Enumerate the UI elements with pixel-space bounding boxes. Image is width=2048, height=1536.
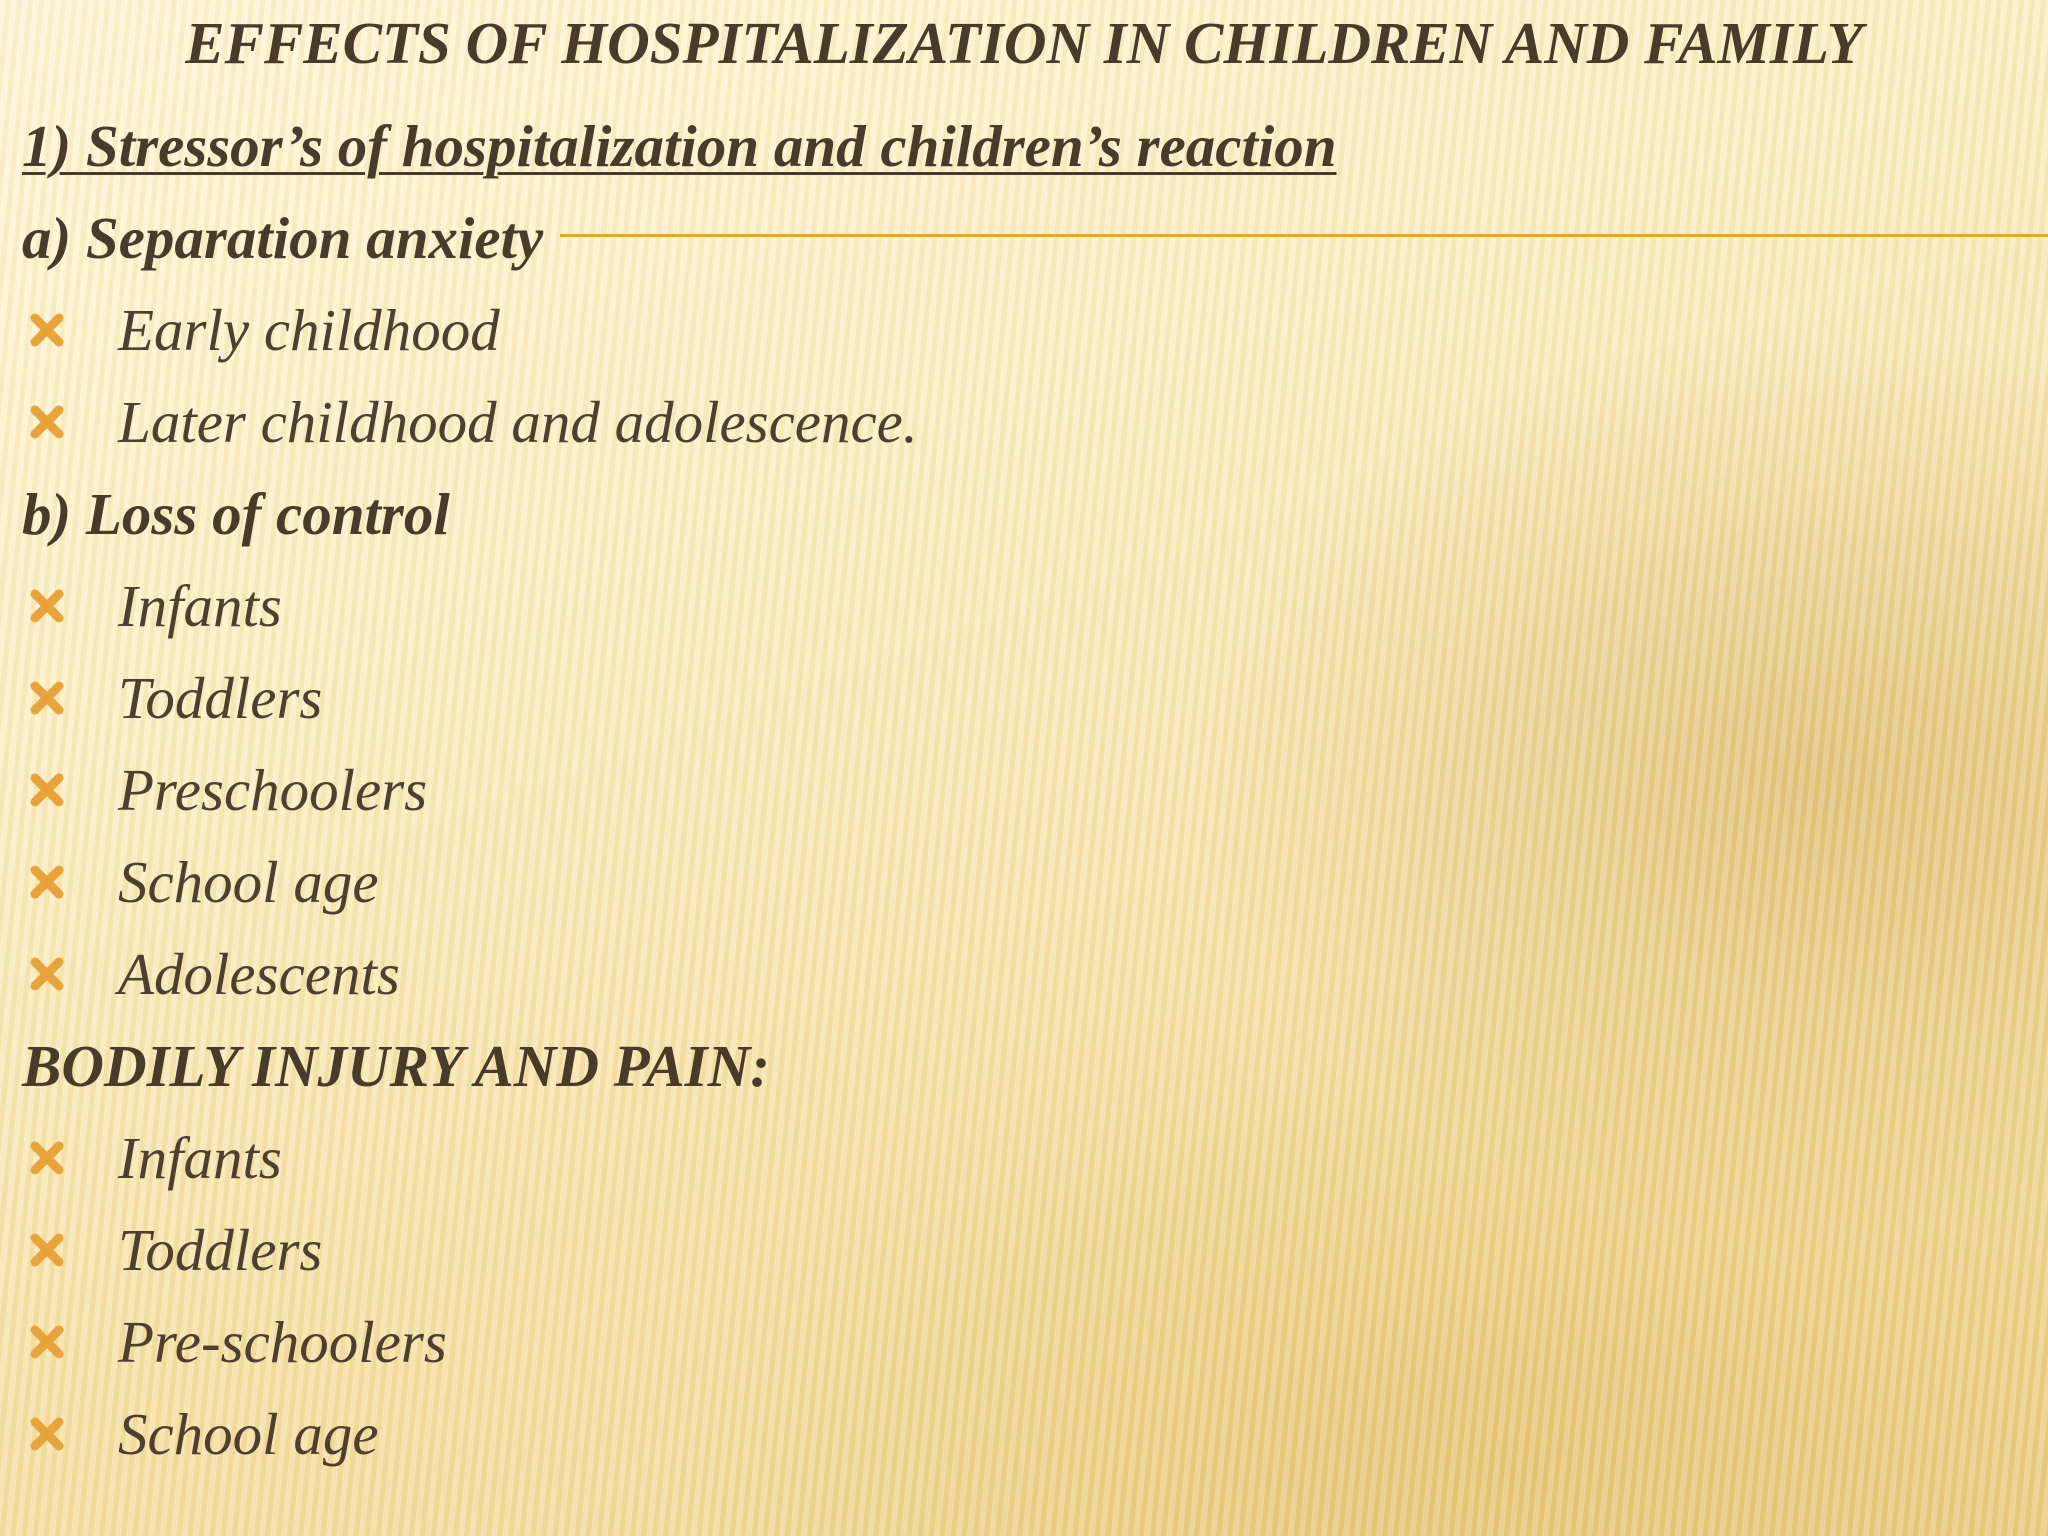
list-item [22, 1296, 2022, 1388]
list-item-text: Early childhood [118, 297, 500, 363]
list-item-text: School age [118, 1401, 379, 1467]
list-item-text: School age [118, 849, 379, 915]
list-item-text: Infants [118, 573, 282, 639]
x-mark-icon [26, 401, 68, 443]
slide-title: EFFECTS OF HOSPITALIZATION IN CHILDREN AND FAMILY [185, 10, 1863, 76]
slide-content [22, 100, 2022, 1480]
list-item [22, 1112, 2022, 1204]
x-mark-icon [26, 1413, 68, 1455]
x-mark-icon [26, 1229, 68, 1271]
list-item-text: Toddlers [118, 1217, 323, 1283]
list-item [22, 1388, 2022, 1480]
list-item [22, 1204, 2022, 1296]
list-item [22, 376, 2022, 468]
list-item [22, 284, 2022, 376]
section-heading: 1) Stressor’s of hospitalization and children’s reaction [22, 113, 1337, 179]
x-mark-icon [26, 309, 68, 351]
subsection-heading-bodily-injury: BODILY INJURY AND PAIN: [22, 1033, 770, 1099]
x-mark-icon [26, 769, 68, 811]
x-mark-icon [26, 861, 68, 903]
list-item [22, 560, 2022, 652]
list-item-text: Adolescents [118, 941, 400, 1007]
x-mark-icon [26, 677, 68, 719]
list-item-text: Toddlers [118, 665, 323, 731]
x-mark-icon [26, 1137, 68, 1179]
list-item [22, 744, 2022, 836]
x-mark-icon [26, 953, 68, 995]
list-item-text: Preschoolers [118, 757, 428, 823]
list-item-text: Infants [118, 1125, 282, 1191]
list-item [22, 836, 2022, 928]
subsection-heading-separation-anxiety: a) Separation anxiety [22, 205, 544, 271]
list-item [22, 928, 2022, 1020]
x-mark-icon [26, 1321, 68, 1363]
list-item-text: Pre-schoolers [118, 1309, 447, 1375]
list-item-text: Later childhood and adolescence. [118, 389, 918, 455]
list-item [22, 652, 2022, 744]
x-mark-icon [26, 585, 68, 627]
subsection-heading-loss-of-control: b) Loss of control [22, 481, 450, 547]
